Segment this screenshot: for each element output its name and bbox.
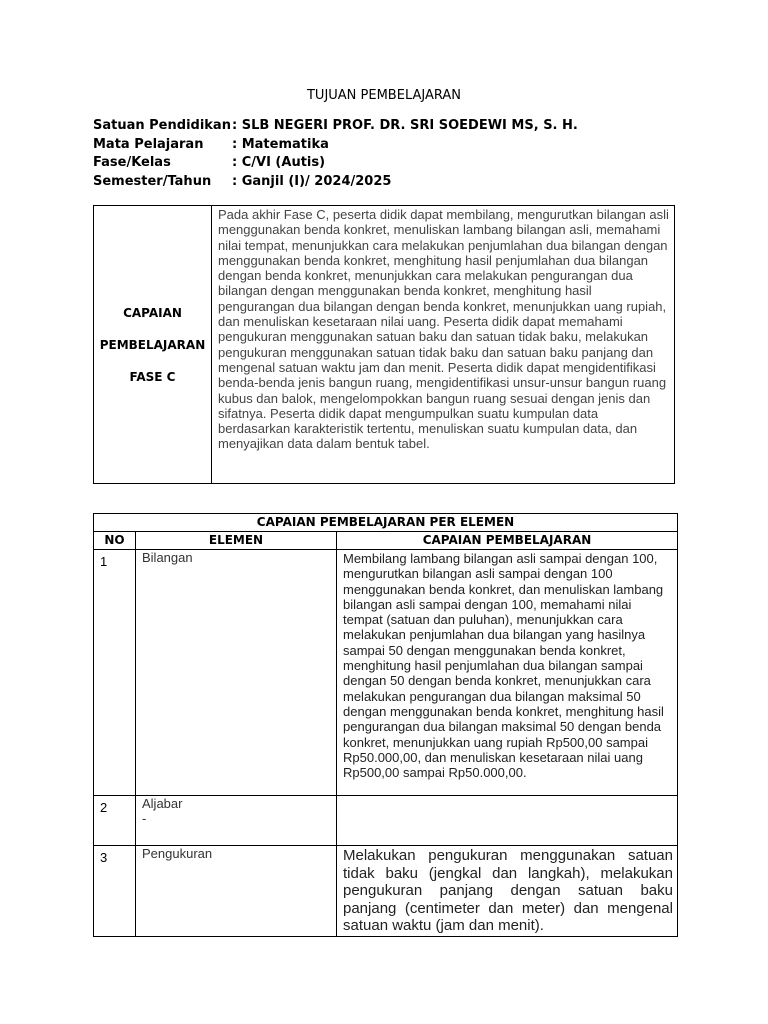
- elements-table-heading-row: [94, 514, 678, 532]
- elemen-sub: -: [142, 811, 147, 826]
- elements-table-heading: CAPAIAN PEMBELAJARAN PER ELEMEN: [94, 514, 678, 532]
- row-elemen: [136, 550, 337, 796]
- page-title: TUJUAN PEMBELAJARAN: [306, 88, 461, 103]
- row-elemen: [136, 846, 337, 937]
- identity-value: : C/VI (Autis): [232, 155, 326, 170]
- identity-key: Fase/Kelas: [93, 155, 171, 170]
- identity-row-satuan: [93, 117, 693, 136]
- row-capaian: Membilang lambang bilangan asli sampai dengan 100, mengurutkan bilangan asli sampai dengan 100 menggunakan benda konkret, dan menuliskan lambang bilangan asli sampai dengan 100, memahami nilai tempat (satuan dan puluhan), menunjukkan cara melakukan penjumlahan dua bilangan yang hasilnya sampai 50 dengan menggunakan benda konkret, menghitung hasil penjumlahan dua bilangan sampai dengan 50 dengan benda konkret, menunjukkan cara melakukan pengurangan dua bilangan maksimal 50 dengan menggunakan benda konkret, menghitung hasil pengurangan dua bilangan maksimal 50 dengan benda konkret, menunjukkan uang rupiah Rp500,00 sampai Rp50.000,00, dan menuliskan kesetaraan nilai uang Rp500,00 sampai Rp50.000,00.: [337, 550, 678, 796]
- elemen-name: Bilangan: [142, 550, 193, 565]
- row-elemen: [136, 796, 337, 846]
- identity-value: : Ganjil (I)/ 2024/2025: [232, 173, 392, 189]
- row-capaian: Melakukan pengukuran menggunakan satuan tidak baku (jengkal dan langkah), melakukan pengukuran panjang dengan satuan baku panjang (centimeter dan meter) dan mengenal satuan waktu (jam dan menit).: [337, 846, 678, 937]
- table-row: [94, 550, 678, 796]
- elemen-name: Pengukuran: [142, 846, 213, 861]
- capaian-fase-row: [94, 206, 675, 484]
- identity-key: Satuan Pendidikan: [93, 118, 231, 133]
- column-header-capaian: CAPAIAN PEMBELAJARAN: [337, 532, 678, 550]
- row-capaian: [337, 796, 678, 846]
- capaian-fase-table: [93, 205, 675, 484]
- label-line: PEMBELAJARAN: [99, 337, 206, 352]
- capaian-fase-text: Pada akhir Fase C, peserta didik dapat membilang, mengurutkan bilangan asli menggunakan benda konkret, menuliskan lambang bilangan asli, memahami nilai tempat, menunjukkan cara melakukan penjumlahan dua bilangan dengan menggunakan benda konkret, menghitung hasil penjumlahan dua bilangan dengan benda konkret, menunjukkan cara melakukan pengurangan dua bilangan dengan menggunakan benda konkret, menghitung hasil pengurangan dua bilangan dengan benda konkret, menunjukkan uang rupiah, dan menuliskan kesetaraan nilai uang. Peserta didik dapat memahami pengukuran menggunakan satuan baku dan satuan tidak baku, melakukan pengukuran menggunakan satuan tidak baku dan satuan baku panjang dan mengenal satuan waktu jam dan menit. Peserta didik dapat mengidentifikasi benda-benda jenis bangun ruang, mengidentifikasi unsur-unsur bangun ruang kubus dan balok, mengelompokkan bangun ruang sesuai dengan jenis dan sifatnya. Peserta didik dapat mengumpulkan suatu kumpulan data berdasarkan karakteristik tertentu, menuliskan suatu kumpulan data, dan menyajikan data dalam bentuk tabel.: [212, 206, 675, 484]
- column-header-no: NO: [94, 532, 136, 550]
- row-number: 3: [94, 846, 136, 937]
- table-row: [94, 846, 678, 937]
- identity-block: [93, 117, 693, 191]
- identity-row-fase: [93, 154, 693, 173]
- elemen-name: Aljabar: [142, 796, 183, 811]
- identity-key: Mata Pelajaran: [93, 136, 204, 152]
- label-line: FASE C: [129, 369, 176, 384]
- label-line: CAPAIAN: [123, 305, 182, 320]
- identity-key: Semester/Tahun: [93, 173, 212, 189]
- identity-value: : Matematika: [232, 136, 329, 152]
- row-number: 1: [94, 550, 136, 796]
- identity-value: : SLB NEGERI PROF. DR. SRI SOEDEWI MS, S. H.: [232, 118, 578, 133]
- identity-row-semester: [93, 173, 693, 192]
- capaian-fase-label: [94, 206, 212, 484]
- identity-row-mapel: [93, 136, 693, 155]
- row-number: 2: [94, 796, 136, 846]
- elements-table: [93, 513, 678, 937]
- column-header-elemen: ELEMEN: [136, 532, 337, 550]
- elements-table-header-row: [94, 532, 678, 550]
- table-row: [94, 796, 678, 846]
